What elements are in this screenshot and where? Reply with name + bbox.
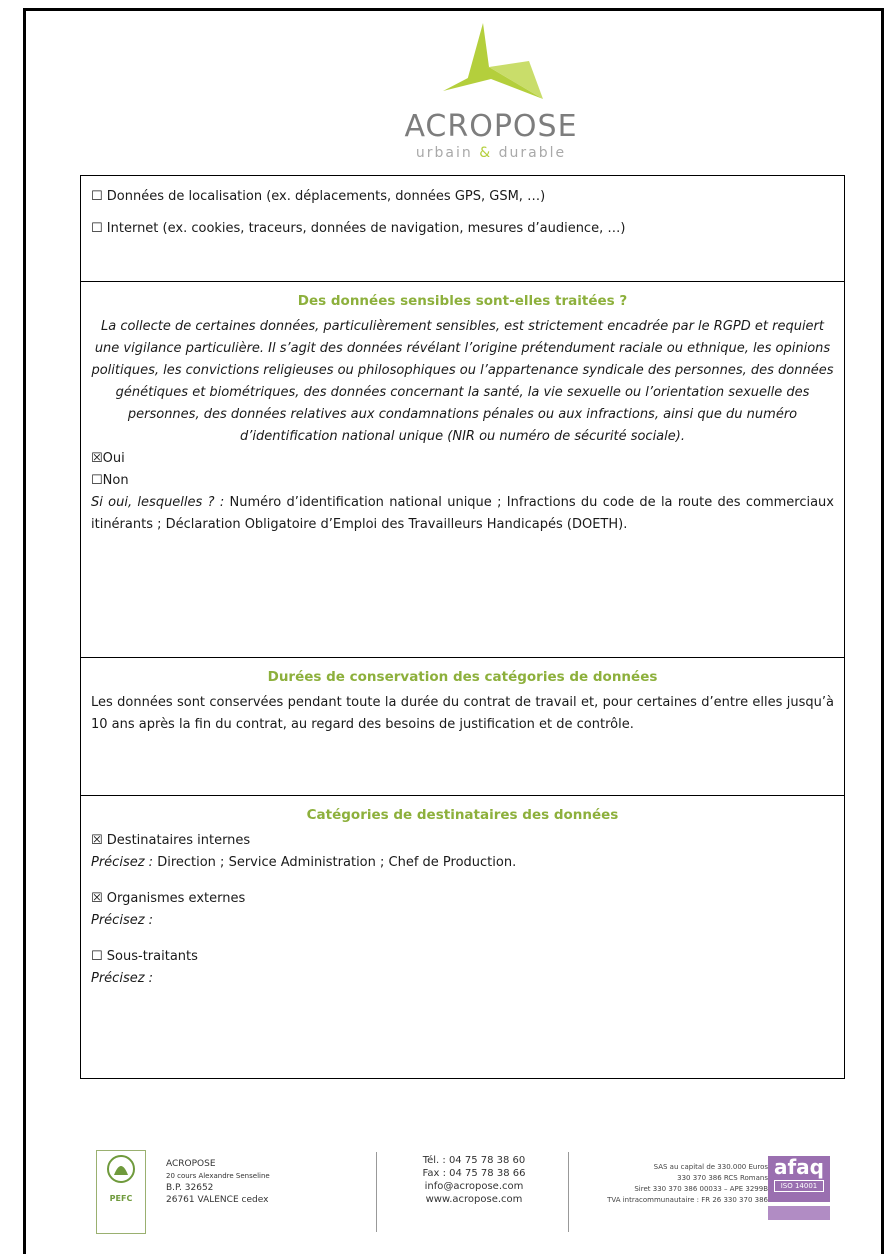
form-table xyxy=(80,175,845,1079)
brand-name: ACROPOSE xyxy=(404,109,578,144)
footer-tel: Tél. : 04 75 78 38 60 xyxy=(422,1155,526,1166)
recipient-check: ☒ Organismes externes xyxy=(91,891,246,906)
precisez-value: Direction ; Service Administration ; Chef de Production. xyxy=(153,855,517,870)
legal-line: TVA intracommunautaire : FR 26 330 370 386 xyxy=(607,1196,768,1204)
legal-line: Siret 330 370 386 00033 – APE 3299B xyxy=(634,1185,768,1193)
retention-text: Les données sont conservées pendant toute la durée du contrat de travail et, pour certaines d’entre elles jusqu’à 10 ans après la fin du contrat, au regard des besoins de justification et de contrôle. xyxy=(91,695,834,732)
section-title: Durées de conservation des catégories de données xyxy=(267,669,658,685)
logo-mark-icon xyxy=(431,21,551,103)
which-label: Si oui, lesquelles ? : xyxy=(91,495,225,510)
address-line: 20 cours Alexandre Senseline xyxy=(166,1172,270,1180)
afaq-badge xyxy=(768,1156,830,1202)
sensitive-data-intro: La collecte de certaines données, particulièrement sensibles, est strictement encadrée par le RGPD et requiert une vigilance particulière. Il s’agit des données révélant l’origine prétendument raciale ou ethnique, les opinions politiques, les convictions religieuses ou philosophiques ou l’appartenance syndicale des personnes, des données génétiques et biométriques, des données concernant la santé, la vie sexuelle ou l’orientation sexuelle des personnes, des données relatives aux condamnations pénales ou aux infractions, ainsi que du numéro d’identification national unique (NIR ou numéro de sécurité sociale). xyxy=(91,319,834,444)
address-line: 26761 VALENCE cedex xyxy=(166,1195,269,1205)
precisez-label: Précisez : xyxy=(91,971,154,986)
tagline-part: urbain xyxy=(415,145,473,161)
checkbox-line: ☐ Internet (ex. cookies, traceurs, données de navigation, mesures d’audience, …) xyxy=(91,221,626,236)
afaq-iso: ISO 14001 xyxy=(774,1180,824,1192)
sensitive-data-section xyxy=(81,282,844,658)
precisez-label: Précisez : xyxy=(91,855,154,870)
checkbox-line: ☐ Données de localisation (ex. déplacements, données GPS, GSM, …) xyxy=(91,189,546,204)
footer-company: ACROPOSE xyxy=(166,1159,216,1169)
tagline-part: durable xyxy=(498,145,567,161)
page-footer xyxy=(96,1150,836,1242)
brand-tagline xyxy=(371,145,611,161)
legal-line: SAS au capital de 330.000 Euros xyxy=(653,1163,768,1171)
company-legal xyxy=(558,1162,768,1206)
recipient-detail xyxy=(91,968,834,990)
company-address xyxy=(166,1158,336,1206)
document-page xyxy=(23,8,884,1254)
footer-fax: Fax : 04 75 78 38 66 xyxy=(422,1168,526,1179)
section-title: Des données sensibles sont-elles traitées ? xyxy=(297,293,628,309)
legal-line: 330 370 386 RCS Romans xyxy=(677,1174,768,1182)
option-yes: ☒Oui xyxy=(91,451,125,466)
option-no: ☐Non xyxy=(91,473,129,488)
data-categories-section xyxy=(81,176,844,282)
footer-email: info@acropose.com xyxy=(424,1181,524,1192)
pefc-label: PEFC xyxy=(109,1194,133,1203)
company-contact xyxy=(399,1154,549,1206)
retention-section xyxy=(81,658,844,796)
precisez-label: Précisez : xyxy=(91,913,154,928)
afaq-subbar xyxy=(768,1206,830,1220)
recipient-detail xyxy=(91,910,834,932)
recipients-section xyxy=(81,796,844,1078)
tagline-amp: & xyxy=(479,145,493,161)
address-line: B.P. 32652 xyxy=(166,1183,214,1193)
afaq-label: afaq xyxy=(773,1155,824,1179)
which-value: Numéro d’identification national unique ; Infractions du code de la route des commerciaux itinérants ; Déclaration Obligatoire d’Emploi des Travailleurs Handicapés (DOETH). xyxy=(91,495,834,532)
recipient-check: ☒ Destinataires internes xyxy=(91,833,251,848)
tree-icon xyxy=(97,1151,145,1191)
recipient-check: ☐ Sous-traitants xyxy=(91,949,198,964)
company-logo xyxy=(371,21,611,166)
section-title: Catégories de destinataires des données xyxy=(306,807,619,823)
footer-divider xyxy=(376,1152,377,1232)
footer-web: www.acropose.com xyxy=(425,1194,523,1205)
recipient-detail xyxy=(91,852,834,874)
pefc-logo xyxy=(96,1150,146,1234)
sensitive-data-detail xyxy=(91,492,834,536)
